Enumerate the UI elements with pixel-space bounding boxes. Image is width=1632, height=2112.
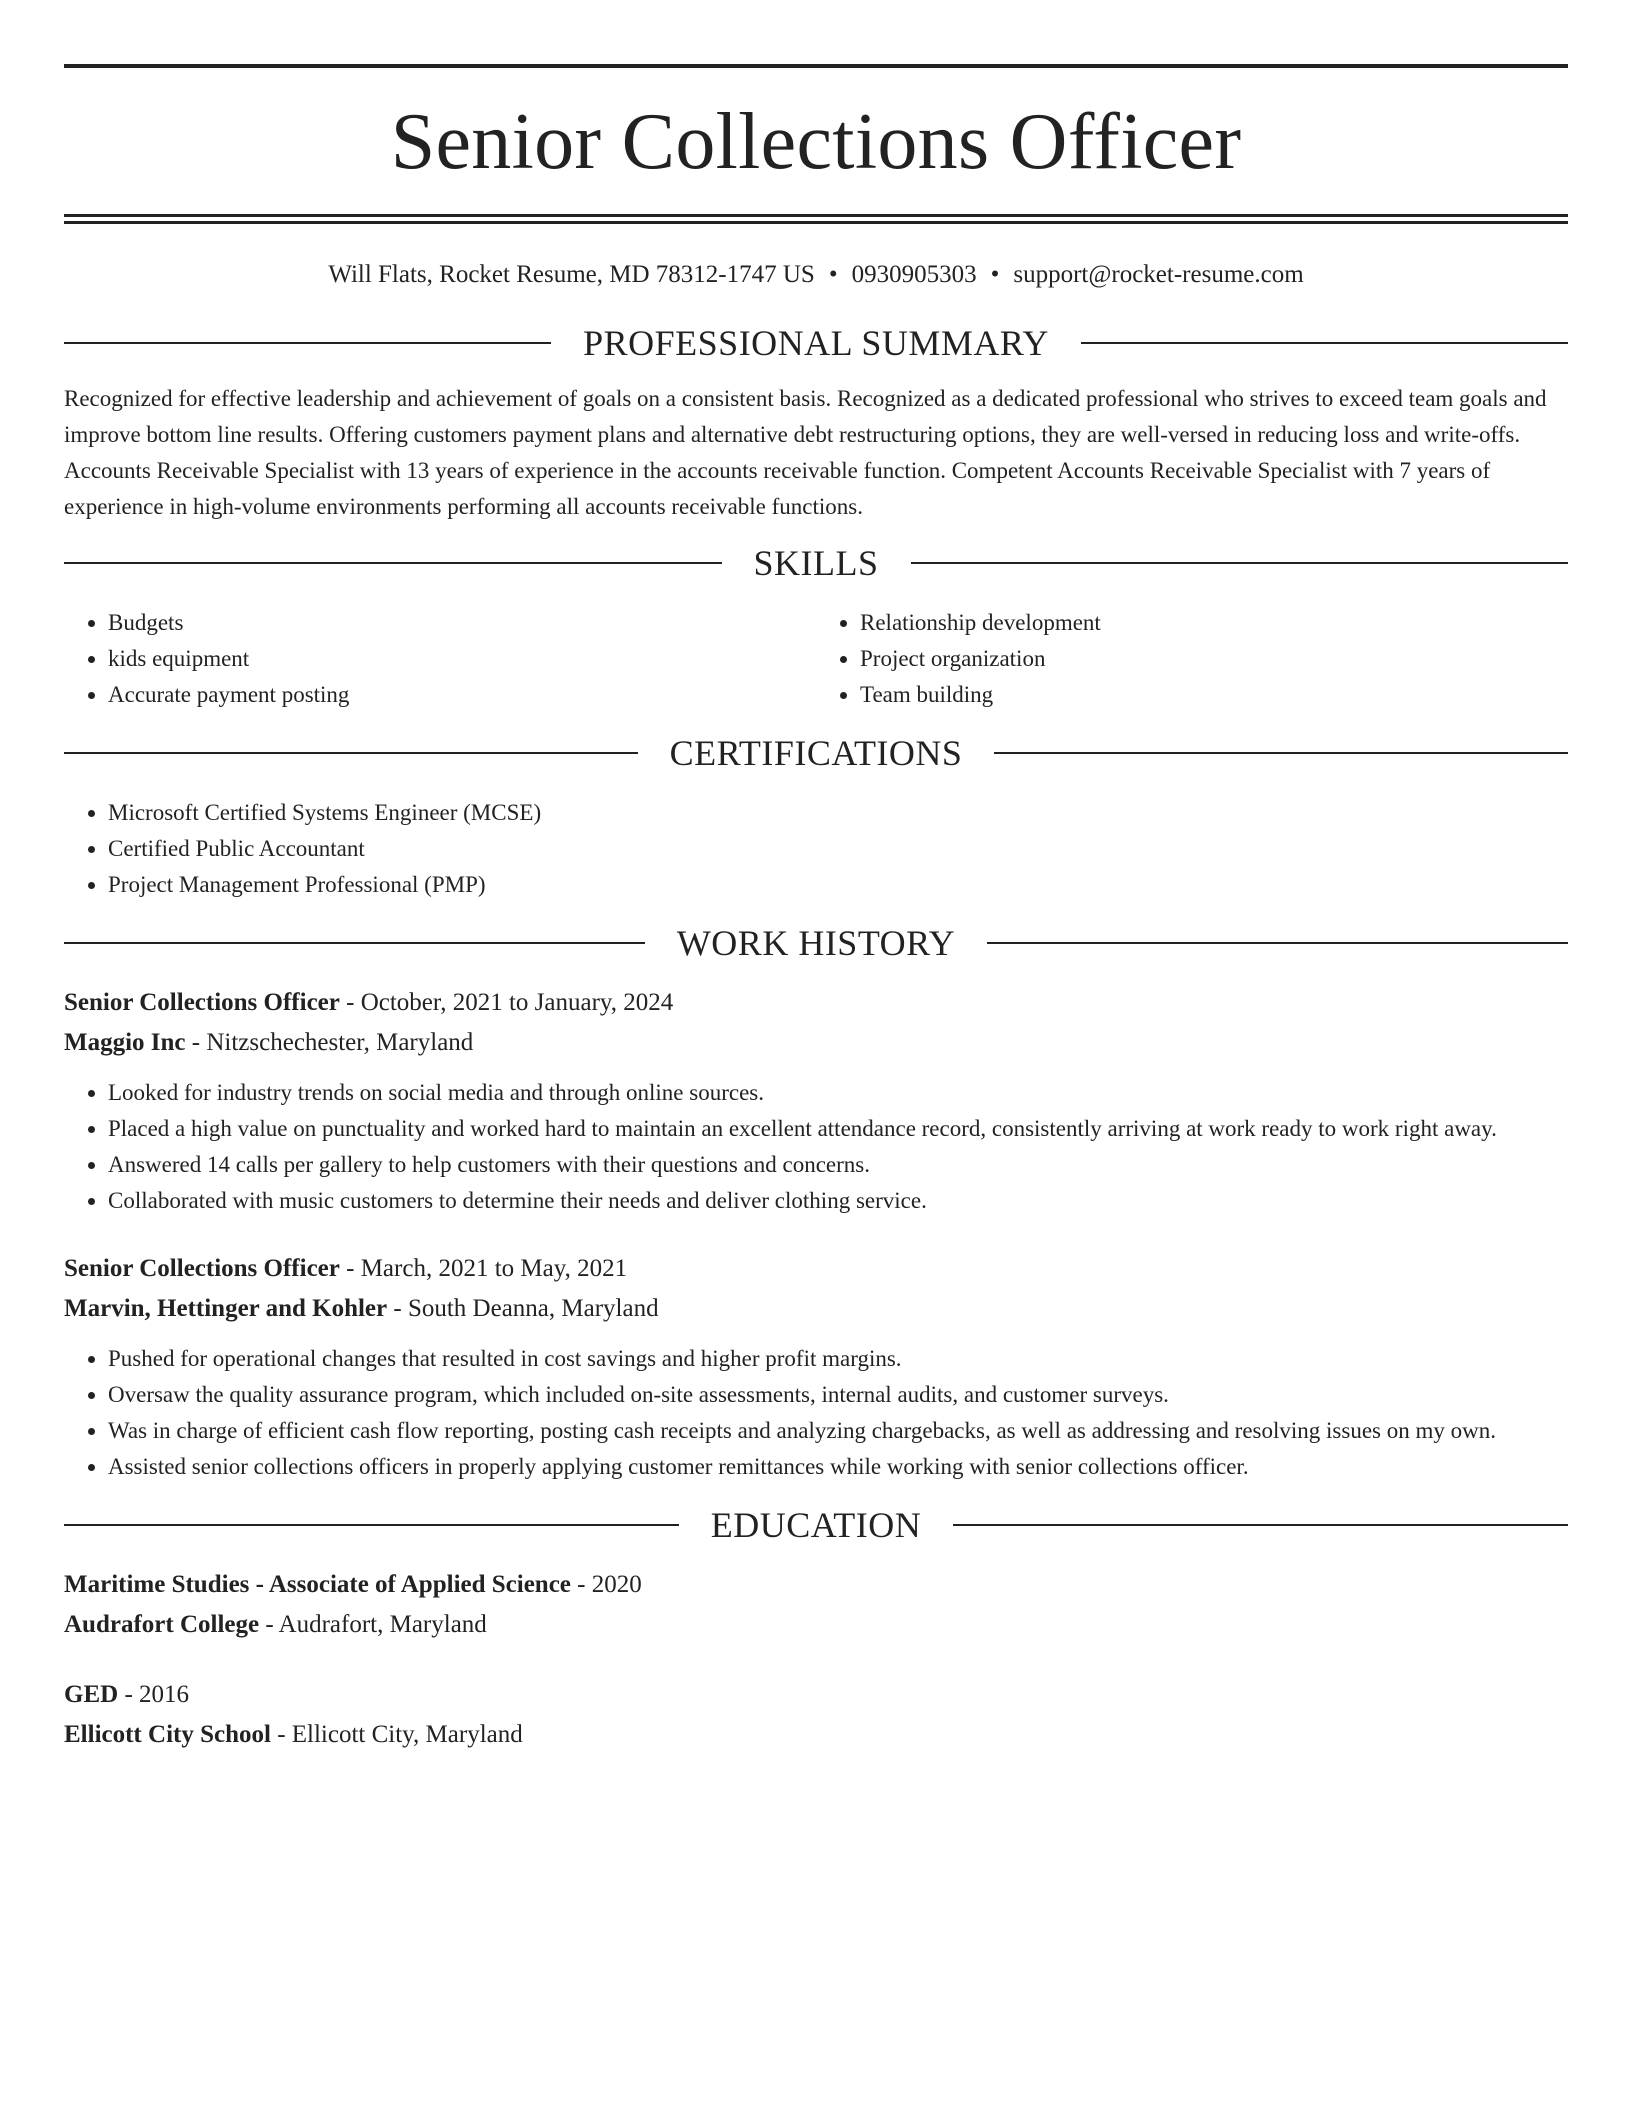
section-rule bbox=[64, 942, 645, 944]
job-title: Senior Collections Officer bbox=[64, 1255, 340, 1282]
top-rule bbox=[64, 64, 1568, 68]
job-bullet: • Pushed for operational changes that resulted in cost savings and higher profit margins. bbox=[108, 1341, 1568, 1377]
job-company: Marvin, Hettinger and Kohler bbox=[64, 1295, 388, 1322]
job-dates: - March, 2021 to May, 2021 bbox=[339, 1255, 628, 1282]
education-year: - 2016 bbox=[118, 1681, 190, 1708]
job-bullet: • Answered 14 calls per gallery to help customers with their questions and concerns. bbox=[108, 1147, 1568, 1183]
resume-title: Senior Collections Officer bbox=[390, 98, 1242, 186]
education-school-line bbox=[64, 1715, 1568, 1755]
certification-item: • Microsoft Certified Systems Engineer (MCSE) bbox=[108, 795, 1568, 831]
education-school: Audrafort College bbox=[64, 1611, 260, 1638]
education-heading: EDUCATION bbox=[710, 1505, 922, 1545]
certifications-list bbox=[64, 795, 1568, 903]
job-location: - South Deanna, Maryland bbox=[387, 1295, 659, 1322]
job-bullets bbox=[64, 1341, 1568, 1485]
section-rule bbox=[953, 1524, 1568, 1526]
work-heading: WORK HISTORY bbox=[676, 923, 956, 963]
section-rule bbox=[64, 1524, 679, 1526]
title-double-rule bbox=[64, 214, 1568, 224]
certification-item: • Project Management Professional (PMP) bbox=[108, 867, 1568, 903]
contact-line bbox=[64, 260, 1568, 290]
certification-item: • Certified Public Accountant bbox=[108, 831, 1568, 867]
skills-list-left bbox=[64, 605, 816, 713]
education-section-header bbox=[64, 1507, 1568, 1543]
skill-item: • Project organization bbox=[860, 641, 1568, 677]
job-entry bbox=[64, 983, 1568, 1219]
summary-heading: PROFESSIONAL SUMMARY bbox=[583, 323, 1049, 363]
skill-item: • Accurate payment posting bbox=[108, 677, 816, 713]
education-location: - Audrafort, Maryland bbox=[259, 1611, 487, 1638]
education-entry bbox=[64, 1565, 1568, 1645]
skill-item: • Relationship development bbox=[860, 605, 1568, 641]
certifications-section-header bbox=[64, 735, 1568, 771]
skills-section-header bbox=[64, 545, 1568, 581]
skill-item: • Team building bbox=[860, 677, 1568, 713]
summary-text: Recognized for effective leadership and achievement of goals on a consistent basis. Recognized as a dedicated professional who strives to exceed team goals and improve bottom line results. Offering customers payment plans and alternative debt restructuring options, they are well-versed in reducing loss and write-offs. Accounts Receivable Specialist with 13 years of experience in the accounts receivable function. Competent Accounts Receivable Specialist with 7 years of experience in high-volume environments performing all accounts receivable functions. bbox=[64, 386, 1547, 519]
section-rule bbox=[987, 942, 1568, 944]
education-school: Ellicott City School bbox=[64, 1721, 271, 1748]
job-entry bbox=[64, 1249, 1568, 1485]
skills-heading: SKILLS bbox=[753, 543, 879, 583]
education-degree-line bbox=[64, 1565, 1568, 1605]
skill-item: • kids equipment bbox=[108, 641, 816, 677]
contact-phone: 0930905303 bbox=[851, 261, 977, 288]
education-degree: Maritime Studies - Associate of Applied Science bbox=[64, 1571, 571, 1598]
education-year: - 2020 bbox=[570, 1571, 642, 1598]
job-location: - Nitzschechester, Maryland bbox=[185, 1029, 474, 1056]
section-rule bbox=[911, 562, 1569, 564]
job-bullet: • Collaborated with music customers to determine their needs and deliver clothing service. bbox=[108, 1183, 1568, 1219]
section-rule bbox=[64, 752, 638, 754]
skills-grid bbox=[64, 605, 1568, 713]
job-title-line bbox=[64, 983, 1568, 1023]
job-bullet: • Looked for industry trends on social media and through online sources. bbox=[108, 1075, 1568, 1111]
education-entry bbox=[64, 1675, 1568, 1755]
education-degree-line bbox=[64, 1675, 1568, 1715]
skill-item: • Budgets bbox=[108, 605, 816, 641]
job-bullet: • Placed a high value on punctuality and worked hard to maintain an excellent attendance record, consistently arriving at work ready to work right away. bbox=[108, 1111, 1568, 1147]
section-rule bbox=[994, 752, 1568, 754]
section-rule bbox=[64, 562, 722, 564]
contact-address: Will Flats, Rocket Resume, MD 78312-1747 US bbox=[328, 261, 815, 288]
job-dates: - October, 2021 to January, 2024 bbox=[339, 989, 674, 1016]
skills-list-right bbox=[816, 605, 1568, 713]
job-title: Senior Collections Officer bbox=[64, 989, 340, 1016]
job-bullet: • Oversaw the quality assurance program, which included on-site assessments, internal audits, and customer surveys. bbox=[108, 1377, 1568, 1413]
job-title-line bbox=[64, 1249, 1568, 1289]
job-bullet: • Was in charge of efficient cash flow reporting, posting cash receipts and analyzing chargebacks, as well as addressing and resolving issues on my own. bbox=[108, 1413, 1568, 1449]
work-section-header bbox=[64, 925, 1568, 961]
job-company-line bbox=[64, 1023, 1568, 1063]
contact-separator: • bbox=[990, 261, 1000, 288]
contact-separator: • bbox=[828, 261, 838, 288]
contact-email: support@rocket-resume.com bbox=[1013, 261, 1304, 288]
section-rule bbox=[1081, 342, 1568, 344]
job-company-line bbox=[64, 1289, 1568, 1329]
education-degree: GED bbox=[64, 1681, 119, 1708]
job-bullets bbox=[64, 1075, 1568, 1219]
certifications-heading: CERTIFICATIONS bbox=[669, 733, 963, 773]
job-bullet: • Assisted senior collections officers in properly applying customer remittances while working with senior collections officer. bbox=[108, 1449, 1568, 1485]
education-school-line bbox=[64, 1605, 1568, 1645]
summary-section-header bbox=[64, 325, 1568, 361]
job-company: Maggio Inc bbox=[64, 1029, 186, 1056]
section-rule bbox=[64, 342, 551, 344]
education-location: - Ellicott City, Maryland bbox=[270, 1721, 523, 1748]
